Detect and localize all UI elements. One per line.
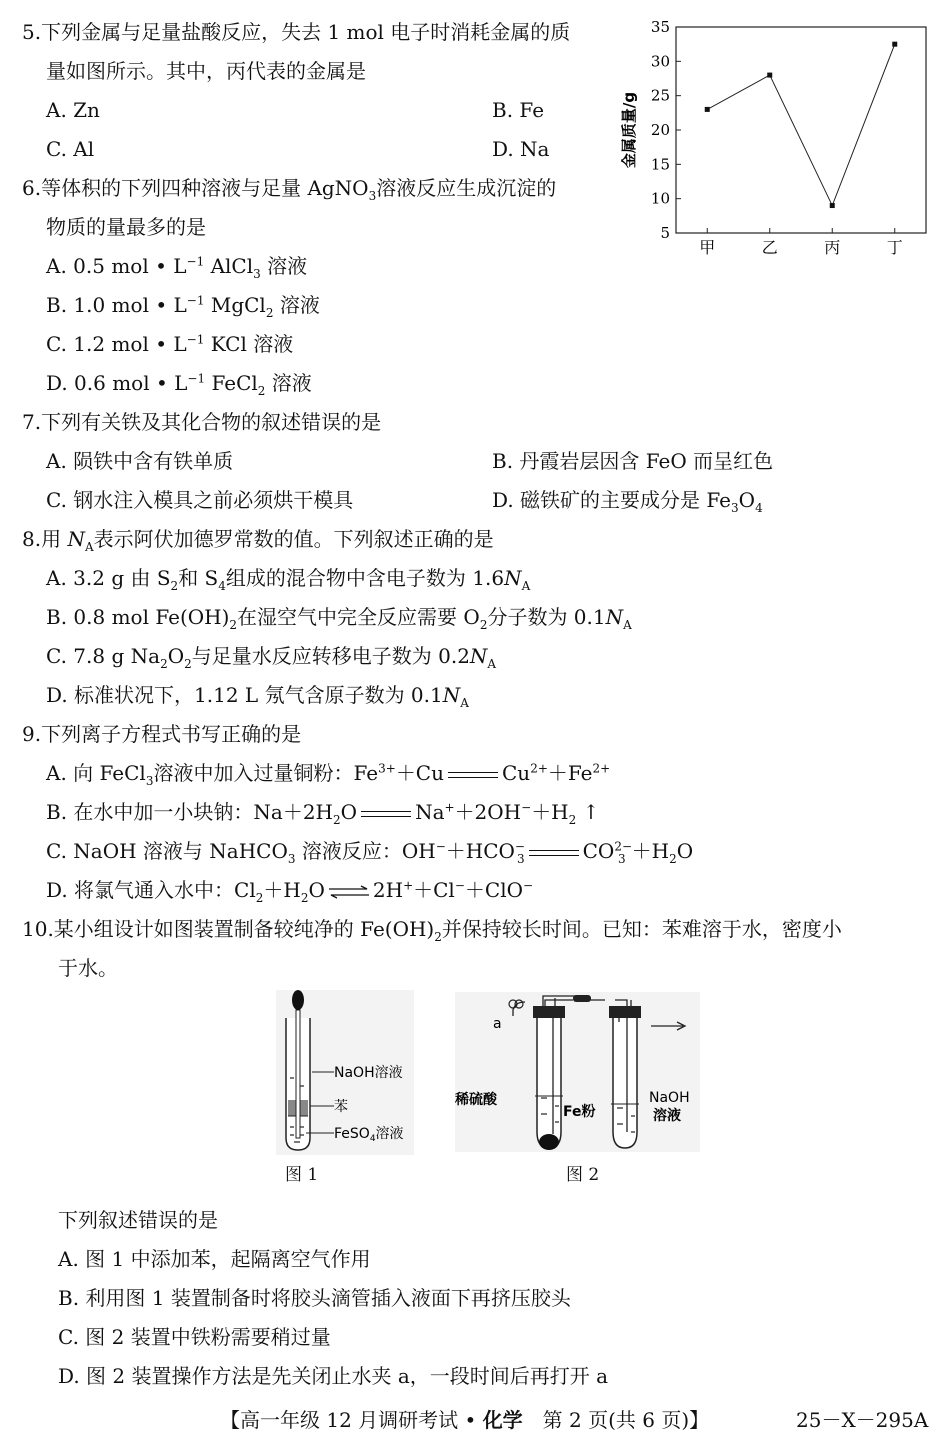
y-tick-label: 30 <box>650 52 670 71</box>
q10-option-a: A. 图 1 中添加苯，起隔离空气作用 <box>58 1247 371 1271</box>
q10-option-c: C. 图 2 装置中铁粉需要稍过量 <box>58 1325 331 1349</box>
q6-option-b: B. 1.0 mol • $L^{-1}$ MgCl$_2$ 溶液 <box>46 293 320 320</box>
y-tick-label: 10 <box>650 189 670 208</box>
label-dilute-sulfuric-acid: 稀硫酸 <box>455 1092 497 1108</box>
q8-option-c: C. 7.8 g $Na_2O_2$与足量水反应转移电子数为 $0.2N_A$ <box>46 644 497 671</box>
label-feso4-solution: FeSO$_4$溶液 <box>334 1126 404 1144</box>
reversible-arrow-icon <box>327 885 371 899</box>
label-benzene: 苯 <box>334 1099 348 1115</box>
label-iron-powder: Fe粉 <box>563 1104 596 1120</box>
data-point <box>705 107 710 112</box>
figure-2-caption: 图 2 <box>566 1165 600 1185</box>
data-point <box>830 203 835 208</box>
y-tick-label: 15 <box>650 155 670 174</box>
q5-option-c: C. Al <box>46 137 95 161</box>
label-naoh-solution: NaOH溶液 <box>334 1065 403 1081</box>
q7-option-d: D. 磁铁矿的主要成分是 $Fe_3O_4$ <box>492 488 763 515</box>
paper-code: 25－X－295A <box>796 1408 929 1432</box>
q8-option-d: D. 标准状况下，1.12 L 氖气含原子数为 $0.1N_A$ <box>46 683 469 710</box>
q5-option-b: B. Fe <box>492 98 545 122</box>
label-clamp-a: a <box>493 1016 502 1032</box>
figure-1-caption: 图 1 <box>285 1165 319 1185</box>
q6-option-c: C. 1.2 mol • $L^{-1}$ KCl 溶液 <box>46 332 294 356</box>
q10-option-b: B. 利用图 1 装置制备时将胶头滴管插入液面下再挤压胶头 <box>58 1286 571 1310</box>
q5-option-a: A. Zn <box>46 98 100 122</box>
q7-option-b: B. 丹霞岩层因含 FeO 而呈红色 <box>492 449 774 473</box>
x-category-label: 甲 <box>699 238 716 257</box>
y-axis-label: 金属质量/g <box>620 91 638 169</box>
y-tick-label: 25 <box>650 86 670 105</box>
dropper-bulb <box>292 990 304 1010</box>
equals-sign <box>525 843 583 863</box>
q9-option-a: A. 向 FeCl$_3$溶液中加入过量铜粉：$Fe^{3+}+Cu$ $Cu^{2+}+Fe^{2+}$ <box>46 761 611 788</box>
q10-stem-line2: 于水。 <box>58 956 118 980</box>
q9-option-c: C. NaOH 溶液与 NaHCO$_3$ 溶液反应：$OH^-+HCO^-_3$ $CO^{2-}_3 +H_2O$ <box>46 839 694 866</box>
q10-stem-line3: 下列叙述错误的是 <box>58 1208 218 1232</box>
q6-stem-line1: 6.等体积的下列四种溶液与足量 AgNO$_3$溶液反应生成沉淀的 <box>22 176 557 203</box>
q5-option-d: D. Na <box>492 137 550 161</box>
plot-frame <box>676 27 926 233</box>
data-point <box>767 73 772 78</box>
label-solution: 溶液 <box>653 1108 681 1124</box>
q5-stem-line2: 量如图所示。其中，丙代表的金属是 <box>46 59 366 83</box>
equals-sign <box>357 804 415 824</box>
equals-sign <box>444 765 502 785</box>
q7-option-a: A. 陨铁中含有铁单质 <box>46 449 234 473</box>
q6-option-a: A. 0.5 mol • $L^{-1}$ AlCl$_3$ 溶液 <box>46 254 308 281</box>
q8-stem: 8.用 $N_A$表示阿伏加德罗常数的值。下列叙述正确的是 <box>22 527 494 554</box>
q7-option-c: C. 钢水注入模具之前必须烘干模具 <box>46 488 354 512</box>
q9-option-b: B. 在水中加一小块钠：$Na+2H_2O$ $Na^++2OH^-+H_2$ ↑ <box>46 800 600 827</box>
q6-option-d: D. 0.6 mol • $L^{-1}$ FeCl$_2$ 溶液 <box>46 371 312 398</box>
x-category-label: 乙 <box>761 238 778 257</box>
metal-mass-line-chart <box>620 12 935 257</box>
q8-option-b: B. 0.8 mol $Fe(OH)_2$在湿空气中完全反应需要 $O_2$分子数为 $0.1N_A$ <box>46 605 632 632</box>
q8-option-a: A. 3.2 g 由 $S_2$和 $S_4$组成的混合物中含电子数为 $1.6N_A$ <box>46 566 531 593</box>
q10-option-d: D. 图 2 装置操作方法是先关闭止水夹 a，一段时间后再打开 a <box>58 1364 609 1388</box>
label-naoh: NaOH <box>649 1090 690 1106</box>
x-category-label: 丙 <box>824 238 841 257</box>
q10-stem-line1: 10.某小组设计如图装置制备较纯净的 $Fe(OH)_2$并保持较长时间。已知：苯难溶于水，密度小 <box>22 917 842 944</box>
iron-powder <box>539 1134 559 1150</box>
figure-2-apparatus <box>455 992 705 1157</box>
q9-stem: 9.下列离子方程式书写正确的是 <box>22 722 302 746</box>
data-point <box>892 42 897 47</box>
q6-stem-line2: 物质的量最多的是 <box>46 215 206 239</box>
q7-stem: 7.下列有关铁及其化合物的叙述错误的是 <box>22 410 382 434</box>
y-tick-label: 35 <box>650 18 670 36</box>
page-footer: 【高一年级 12 月调研考试 • 化学 第 2 页(共 6 页)】 <box>220 1408 710 1432</box>
data-line <box>707 44 895 205</box>
y-tick-label: 5 <box>660 224 670 242</box>
q5-stem-line1: 5.下列金属与足量盐酸反应，失去 1 mol 电子时消耗金属的质 <box>22 20 571 44</box>
figure-1-apparatus <box>276 990 426 1155</box>
y-tick-label: 20 <box>650 121 670 139</box>
x-category-label: 丁 <box>886 238 903 257</box>
q9-option-d: D. 将氯气通入水中：$Cl_2+H_2O$ 2H+＋Cl−＋ClO− <box>46 878 534 905</box>
